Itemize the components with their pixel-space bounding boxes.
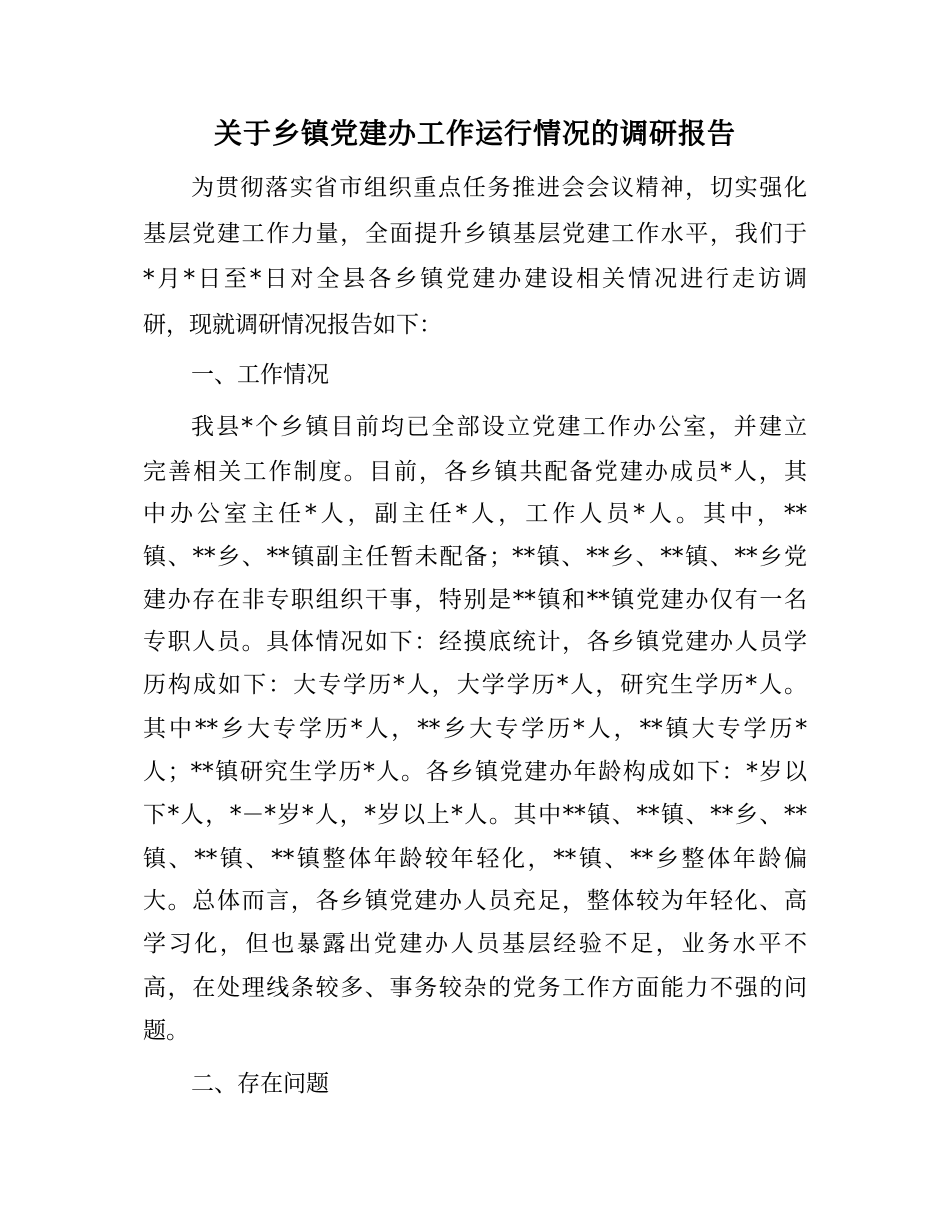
paragraph-line: 镇、**乡、**镇副主任暂未配备；**镇、**乡、**镇、**乡党 bbox=[143, 544, 807, 570]
section-heading-problems: 二、存在问题 bbox=[191, 1071, 329, 1097]
paragraph-line: 高，在处理线条较多、事务较杂的党务工作方面能力不强的问 bbox=[143, 975, 807, 1001]
paragraph-line: 完善相关工作制度。目前，各乡镇共配备党建办成员*人，其 bbox=[143, 459, 807, 485]
intro-line: *月*日至*日对全县各乡镇党建办建设相关情况进行走访调 bbox=[143, 266, 807, 292]
paragraph-line: 中办公室主任*人，副主任*人，工作人员*人。其中，** bbox=[143, 501, 807, 527]
paragraph-line: 人；**镇研究生学历*人。各乡镇党建办年龄构成如下：*岁以 bbox=[143, 759, 807, 785]
section-heading-work-status: 一、工作情况 bbox=[191, 362, 329, 388]
paragraph-line: 题。 bbox=[143, 1018, 189, 1044]
paragraph-line: 建办存在非专职组织干事，特别是**镇和**镇党建办仅有一名 bbox=[143, 587, 807, 613]
intro-line: 基层党建工作力量，全面提升乡镇基层党建工作水平，我们于 bbox=[143, 221, 807, 247]
paragraph-line: 专职人员。具体情况如下：经摸底统计，各乡镇党建办人员学 bbox=[143, 629, 807, 655]
document-title: 关于乡镇党建办工作运行情况的调研报告 bbox=[213, 117, 736, 150]
paragraph-line: 镇、**镇、**镇整体年龄较年轻化，**镇、**乡整体年龄偏 bbox=[143, 846, 807, 872]
paragraph-line: 大。总体而言，各乡镇党建办人员充足，整体较为年轻化、高 bbox=[143, 888, 807, 914]
paragraph-line: 其中**乡大专学历*人，**乡大专学历*人，**镇大专学历* bbox=[143, 716, 807, 742]
intro-line: 为贯彻落实省市组织重点任务推进会会议精神，切实强化 bbox=[191, 175, 807, 201]
intro-line: 研，现就调研情况报告如下： bbox=[143, 312, 442, 338]
paragraph-line: 下*人，*－*岁*人，*岁以上*人。其中**镇、**镇、**乡、** bbox=[143, 802, 807, 828]
paragraph-line: 历构成如下：大专学历*人，大学学历*人，研究生学历*人。 bbox=[143, 672, 807, 698]
paragraph-line: 学习化，但也暴露出党建办人员基层经验不足，业务水平不 bbox=[143, 931, 807, 957]
paragraph-line: 我县*个乡镇目前均已全部设立党建工作办公室，并建立 bbox=[191, 414, 807, 440]
